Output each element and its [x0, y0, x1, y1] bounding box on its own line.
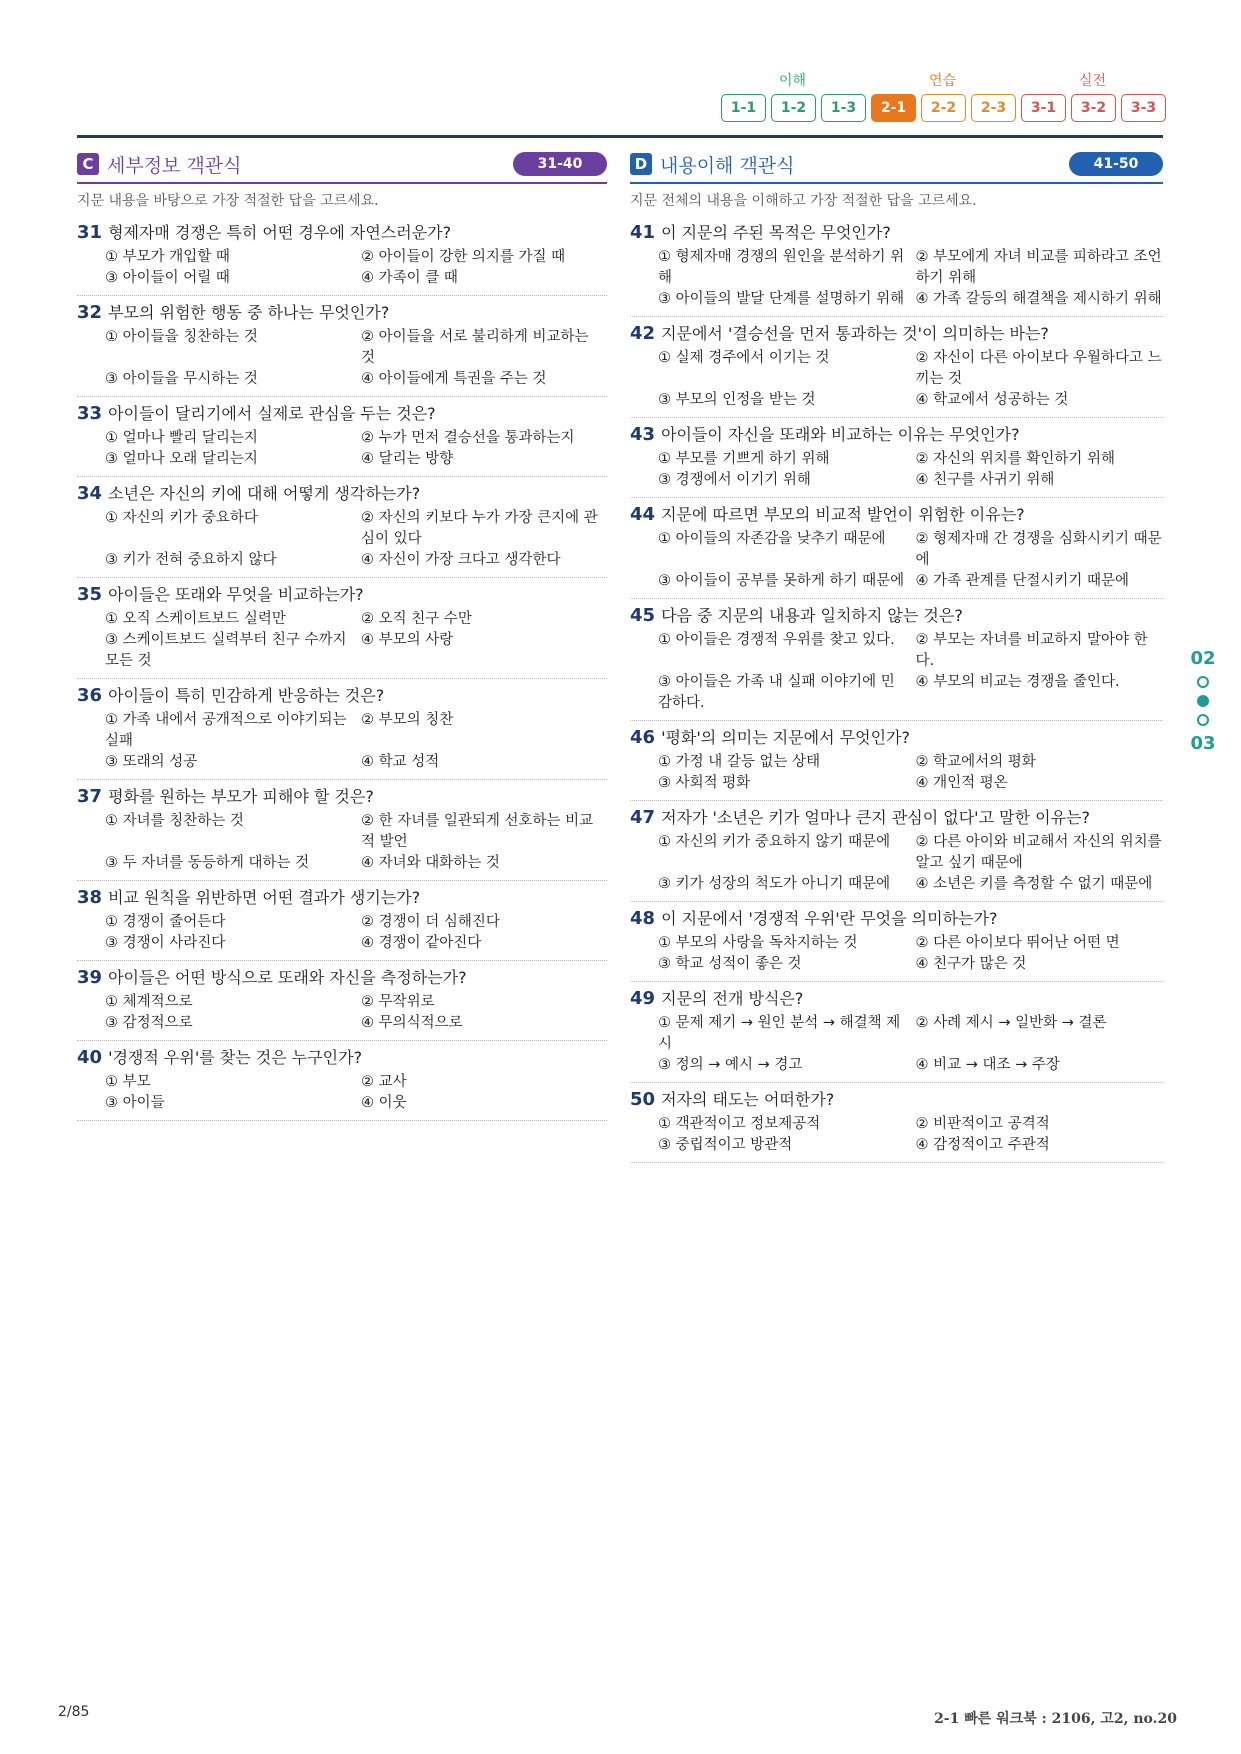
question-header	[77, 887, 607, 909]
answer-option[interactable]: ② 자신의 키보다 누가 가장 큰지에 관심이 있다	[361, 510, 598, 547]
question-item	[77, 216, 607, 296]
answer-option[interactable]: ① 부모	[105, 1074, 151, 1090]
question-number: 39	[77, 967, 103, 988]
question-item	[77, 780, 607, 881]
answer-option[interactable]: ② 무작위로	[361, 994, 435, 1010]
answer-options	[630, 529, 1163, 592]
section-c-range: 31-40	[513, 152, 607, 176]
answer-options	[77, 327, 607, 390]
section-d-badge: D	[630, 153, 652, 175]
answer-option[interactable]: ③ 얼마나 오래 달리는지	[105, 451, 258, 467]
section-d-header	[630, 148, 1163, 180]
answer-options	[77, 609, 607, 672]
answer-option[interactable]: ④ 자신이 가장 크다고 생각한다	[361, 552, 561, 568]
answer-option[interactable]: ① 실제 경주에서 이기는 것	[658, 350, 830, 366]
answer-options	[630, 348, 1163, 411]
answer-option[interactable]: ② 경쟁이 더 심해진다	[361, 914, 500, 930]
question-text: 이 지문의 주된 목적은 무엇인가?	[661, 223, 891, 242]
answer-option[interactable]: ③ 키가 성장의 척도가 아니기 때문에	[658, 876, 891, 892]
answer-option[interactable]: ④ 친구를 사귀기 위해	[915, 472, 1055, 488]
question-number: 50	[630, 1089, 656, 1110]
answer-option[interactable]: ① 객관적이고 정보제공적	[658, 1116, 821, 1132]
question-text: '경쟁적 우위'를 찾는 것은 누구인가?	[108, 1048, 363, 1067]
answer-option[interactable]: ③ 경쟁에서 이기기 위해	[658, 472, 811, 488]
question-text: 비교 원칙을 위반하면 어떤 결과가 생기는가?	[108, 888, 421, 907]
question-item	[630, 599, 1163, 721]
answer-option[interactable]: ③ 아이들을 무시하는 것	[105, 371, 258, 387]
answer-option[interactable]: ④ 달리는 방향	[361, 451, 454, 467]
question-number: 43	[630, 424, 656, 445]
answer-options	[630, 752, 1163, 794]
question-header	[77, 403, 607, 425]
question-item	[630, 216, 1163, 317]
answer-option[interactable]: ③ 정의 → 예시 → 경고	[658, 1057, 803, 1073]
answer-option[interactable]: ① 부모가 개입할 때	[105, 249, 230, 265]
level-tab-2-2[interactable]: 2-2	[921, 94, 966, 122]
question-text: 부모의 위험한 행동 중 하나는 무엇인가?	[108, 303, 390, 322]
question-number: 37	[77, 786, 103, 807]
question-text: 지문의 전개 방식은?	[661, 989, 804, 1008]
section-d-underline	[630, 182, 1163, 184]
answer-option[interactable]: ② 한 자녀를 일관되게 선호하는 비교적 발언	[361, 813, 594, 850]
section-d-instruction: 지문 전체의 내용을 이해하고 가장 적절한 답을 고르세요.	[630, 193, 977, 209]
question-text: 형제자매 경쟁은 특히 어떤 경우에 자연스러운가?	[108, 223, 452, 242]
question-text: 다음 중 지문의 내용과 일치하지 않는 것은?	[661, 606, 963, 625]
question-item	[630, 721, 1163, 801]
answer-option[interactable]: ② 형제자매 간 경쟁을 심화시키기 때문에	[915, 531, 1162, 568]
answer-option[interactable]: ④ 친구가 많은 것	[915, 956, 1027, 972]
question-item	[77, 679, 607, 780]
top-divider	[77, 135, 1163, 138]
answer-option[interactable]: ① 형제자매 경쟁의 원인을 분석하기 위해	[658, 249, 905, 286]
answer-option[interactable]: ① 부모의 사랑을 독차지하는 것	[658, 935, 858, 951]
answer-options	[77, 508, 607, 571]
answer-option[interactable]: ② 오직 친구 수만	[361, 611, 472, 627]
answer-options	[630, 449, 1163, 491]
question-item	[630, 498, 1163, 599]
workbook-title: 2-1 빠른 워크북 : 2106, 고2, no.20	[934, 1711, 1177, 1727]
answer-options	[630, 1114, 1163, 1156]
section-c-underline	[77, 182, 607, 184]
question-item	[77, 397, 607, 477]
section-c-badge: C	[77, 153, 99, 175]
answer-options	[77, 811, 607, 874]
question-number: 45	[630, 605, 656, 626]
level-tab-3-1[interactable]: 3-1	[1021, 94, 1066, 122]
question-text: '평화'의 의미는 지문에서 무엇인가?	[661, 728, 910, 747]
question-item	[77, 578, 607, 679]
answer-option[interactable]: ② 아이들을 서로 불리하게 비교하는 것	[361, 329, 589, 366]
question-item	[77, 477, 607, 578]
section-d-title: 내용이해 객관식	[660, 154, 795, 177]
answer-option[interactable]: ④ 경쟁이 같아진다	[361, 935, 482, 951]
question-header	[630, 605, 1163, 627]
section-c-header	[77, 148, 607, 180]
answer-options	[630, 247, 1163, 310]
answer-option[interactable]: ③ 또래의 성공	[105, 754, 198, 770]
answer-option[interactable]: ② 다른 아이와 비교해서 자신의 위치를 알고 싶기 때문에	[915, 834, 1162, 871]
section-c-question-list	[77, 216, 607, 1121]
answer-option[interactable]: ③ 학교 성적이 좋은 것	[658, 956, 802, 972]
answer-option[interactable]: ② 교사	[361, 1074, 407, 1090]
answer-option[interactable]: ④ 무의식적으로	[361, 1015, 463, 1031]
answer-option[interactable]: ③ 아이들이 어릴 때	[105, 270, 230, 286]
question-text: 지문에서 '결승선을 먼저 통과하는 것'이 의미하는 바는?	[661, 324, 1049, 343]
answer-option[interactable]: ③ 키가 전혀 중요하지 않다	[105, 552, 277, 568]
section-d	[630, 148, 1163, 1163]
section-d-range: 41-50	[1069, 152, 1163, 176]
answer-options	[630, 1013, 1163, 1076]
unit-end-label: 03	[1190, 733, 1216, 754]
answer-option[interactable]: ① 아이들은 경쟁적 우위를 찾고 있다.	[658, 632, 895, 648]
answer-option[interactable]: ④ 비교 → 대조 → 주장	[915, 1057, 1060, 1073]
question-text: 아이들이 특히 민감하게 반응하는 것은?	[108, 686, 385, 705]
question-item	[77, 961, 607, 1041]
question-text: 아이들이 달리기에서 실제로 관심을 두는 것은?	[108, 404, 436, 423]
question-header	[77, 302, 607, 324]
answer-options	[77, 710, 607, 773]
level-tab-1-2[interactable]: 1-2	[771, 94, 816, 122]
level-tab-1-1[interactable]: 1-1	[721, 94, 766, 122]
question-number: 40	[77, 1047, 103, 1068]
answer-option[interactable]: ① 자녀를 칭찬하는 것	[105, 813, 244, 829]
question-number: 42	[630, 323, 656, 344]
question-header	[77, 786, 607, 808]
question-number: 33	[77, 403, 103, 424]
answer-option[interactable]: ③ 아이들	[105, 1095, 165, 1111]
question-header	[630, 807, 1163, 829]
answer-option[interactable]: ③ 스케이트보드 실력부터 친구 수까지 모든 것	[105, 632, 347, 669]
answer-option[interactable]: ④ 자녀와 대화하는 것	[361, 855, 500, 871]
answer-option[interactable]: ④ 소년은 키를 측정할 수 없기 때문에	[915, 876, 1153, 892]
answer-option[interactable]: ① 아이들을 칭찬하는 것	[105, 329, 258, 345]
question-number: 49	[630, 988, 656, 1009]
question-item	[630, 902, 1163, 982]
question-header	[77, 685, 607, 707]
level-tab-2-3[interactable]: 2-3	[971, 94, 1016, 122]
answer-option[interactable]: ① 가족 내에서 공개적으로 이야기되는 실패	[105, 712, 347, 749]
answer-option[interactable]: ④ 부모의 사랑	[361, 632, 454, 648]
answer-option[interactable]: ① 얼마나 빨리 달리는지	[105, 430, 258, 446]
answer-option[interactable]: ② 부모에게 자녀 비교를 피하라고 조언하기 위해	[915, 249, 1162, 286]
question-header	[77, 483, 607, 505]
question-text: 저자가 '소년은 키가 얼마나 큰지 관심이 없다'고 말한 이유는?	[661, 808, 1090, 827]
question-number: 32	[77, 302, 103, 323]
section-d-question-list	[630, 216, 1163, 1163]
answer-options	[630, 832, 1163, 895]
level-tab-3-3[interactable]: 3-3	[1121, 94, 1166, 122]
answer-option[interactable]: ① 아이들의 자존감을 낮추기 때문에	[658, 531, 886, 547]
answer-option[interactable]: ② 비판적이고 공격적	[915, 1116, 1050, 1132]
answer-options	[77, 992, 607, 1034]
answer-options	[77, 912, 607, 954]
answer-option[interactable]: ④ 개인적 평온	[915, 775, 1008, 791]
question-number: 35	[77, 584, 103, 605]
question-text: 이 지문에서 '경쟁적 우위'란 무엇을 의미하는가?	[661, 909, 998, 928]
question-item	[630, 418, 1163, 498]
question-header	[77, 222, 607, 244]
answer-option[interactable]: ③ 부모의 인정을 받는 것	[658, 392, 816, 408]
answer-option[interactable]: ② 자신의 위치를 확인하기 위해	[915, 451, 1116, 467]
level-tab-2-1[interactable]: 2-1	[871, 94, 916, 122]
question-header	[630, 1089, 1163, 1111]
answer-option[interactable]: ④ 가족이 클 때	[361, 270, 458, 286]
question-header	[630, 727, 1163, 749]
question-header	[77, 967, 607, 989]
answer-options	[77, 247, 607, 289]
group-label-understand: 이해	[779, 73, 807, 89]
level-tab-1-3[interactable]: 1-3	[821, 94, 866, 122]
level-tab-3-2[interactable]: 3-2	[1071, 94, 1116, 122]
answer-option[interactable]: ④ 학교 성적	[361, 754, 440, 770]
answer-option[interactable]: ① 문제 제기 → 원인 분석 → 해결책 제시	[658, 1015, 901, 1052]
question-text: 소년은 자신의 키에 대해 어떻게 생각하는가?	[108, 484, 421, 503]
answer-option[interactable]: ③ 사회적 평화	[658, 775, 751, 791]
answer-option[interactable]: ② 다른 아이보다 뛰어난 어떤 면	[915, 935, 1120, 951]
answer-options	[630, 933, 1163, 975]
answer-option[interactable]: ② 누가 먼저 결승선을 통과하는지	[361, 430, 575, 446]
answer-option[interactable]: ② 부모는 자녀를 비교하지 말아야 한다.	[915, 632, 1148, 669]
question-item	[630, 982, 1163, 1083]
question-number: 47	[630, 807, 656, 828]
answer-option[interactable]: ② 학교에서의 평화	[915, 754, 1036, 770]
section-c-title: 세부정보 객관식	[107, 154, 242, 177]
answer-option[interactable]: ④ 가족 갈등의 해결책을 제시하기 위해	[915, 291, 1162, 307]
answer-option[interactable]: ④ 학교에서 성공하는 것	[915, 392, 1069, 408]
question-text: 지문에 따르면 부모의 비교적 발언이 위험한 이유는?	[661, 505, 1025, 524]
level-navigation	[721, 70, 1171, 130]
answer-option[interactable]: ③ 아이들은 가족 내 실패 이야기에 민감하다.	[658, 674, 895, 711]
question-text: 평화를 원하는 부모가 피해야 할 것은?	[108, 787, 374, 806]
question-number: 44	[630, 504, 656, 525]
answer-option[interactable]: ① 체계적으로	[105, 994, 193, 1010]
answer-option[interactable]: ① 자신의 키가 중요하지 않기 때문에	[658, 834, 891, 850]
group-label-practice: 연습	[929, 73, 957, 89]
answer-option[interactable]: ② 부모의 칭찬	[361, 712, 454, 728]
question-header	[630, 988, 1163, 1010]
answer-option[interactable]: ③ 감정적으로	[105, 1015, 193, 1031]
question-number: 38	[77, 887, 103, 908]
answer-option[interactable]: ④ 아이들에게 특권을 주는 것	[361, 371, 547, 387]
question-item	[77, 296, 607, 397]
progress-dot-current-icon	[1197, 695, 1209, 707]
answer-option[interactable]: ② 사례 제시 → 일반화 → 결론	[915, 1015, 1107, 1031]
question-header	[630, 222, 1163, 244]
answer-option[interactable]: ④ 부모의 비교는 경쟁을 줄인다.	[915, 674, 1120, 690]
question-text: 저자의 태도는 어떠한가?	[661, 1090, 835, 1109]
section-c	[77, 148, 607, 1121]
question-item	[77, 1041, 607, 1121]
answer-option[interactable]: ④ 이웃	[361, 1095, 407, 1111]
answer-options	[77, 428, 607, 470]
question-number: 31	[77, 222, 103, 243]
question-number: 48	[630, 908, 656, 929]
answer-option[interactable]: ① 오직 스케이트보드 실력만	[105, 611, 286, 627]
answer-option[interactable]: ③ 아이들이 공부를 못하게 하기 때문에	[658, 573, 905, 589]
question-text: 아이들은 또래와 무엇을 비교하는가?	[108, 585, 364, 604]
question-text: 아이들은 어떤 방식으로 또래와 자신을 측정하는가?	[108, 968, 467, 987]
question-header	[77, 584, 607, 606]
group-label-real: 실전	[1079, 73, 1107, 89]
answer-option[interactable]: ③ 두 자녀를 동등하게 대하는 것	[105, 855, 310, 871]
question-header	[630, 908, 1163, 930]
answer-option[interactable]: ③ 아이들의 발달 단계를 설명하기 위해	[658, 291, 905, 307]
answer-option[interactable]: ② 자신이 다른 아이보다 우월하다고 느끼는 것	[915, 350, 1162, 387]
question-number: 41	[630, 222, 656, 243]
question-item	[630, 1083, 1163, 1163]
unit-progress-marker	[1188, 648, 1218, 754]
progress-dot-icon	[1197, 714, 1209, 726]
answer-option[interactable]: ① 가정 내 갈등 없는 상태	[658, 754, 821, 770]
section-c-instruction: 지문 내용을 바탕으로 가장 적절한 답을 고르세요.	[77, 193, 379, 209]
answer-option[interactable]: ① 경쟁이 줄어든다	[105, 914, 226, 930]
question-text: 아이들이 자신을 또래와 비교하는 이유는 무엇인가?	[661, 425, 1020, 444]
unit-start-label: 02	[1190, 648, 1216, 669]
question-number: 34	[77, 483, 103, 504]
answer-options	[630, 630, 1163, 714]
answer-options	[77, 1072, 607, 1114]
answer-option[interactable]: ① 부모를 기쁘게 하기 위해	[658, 451, 830, 467]
answer-option[interactable]: ④ 가족 관계를 단절시키기 때문에	[915, 573, 1130, 589]
answer-option[interactable]: ③ 중립적이고 방관적	[658, 1137, 793, 1153]
question-item	[77, 881, 607, 961]
page-number: 2/85	[58, 1704, 90, 1720]
answer-option[interactable]: ④ 감정적이고 주관적	[915, 1137, 1050, 1153]
progress-dot-icon	[1197, 676, 1209, 688]
question-header	[630, 323, 1163, 345]
question-header	[77, 1047, 607, 1069]
question-header	[630, 504, 1163, 526]
answer-option[interactable]: ① 자신의 키가 중요하다	[105, 510, 258, 526]
answer-option[interactable]: ③ 경쟁이 사라진다	[105, 935, 226, 951]
question-item	[630, 317, 1163, 418]
answer-option[interactable]: ② 아이들이 강한 의지를 가질 때	[361, 249, 566, 265]
question-header	[630, 424, 1163, 446]
question-number: 46	[630, 727, 656, 748]
level-tabs	[721, 94, 1166, 122]
question-item	[630, 801, 1163, 902]
question-number: 36	[77, 685, 103, 706]
